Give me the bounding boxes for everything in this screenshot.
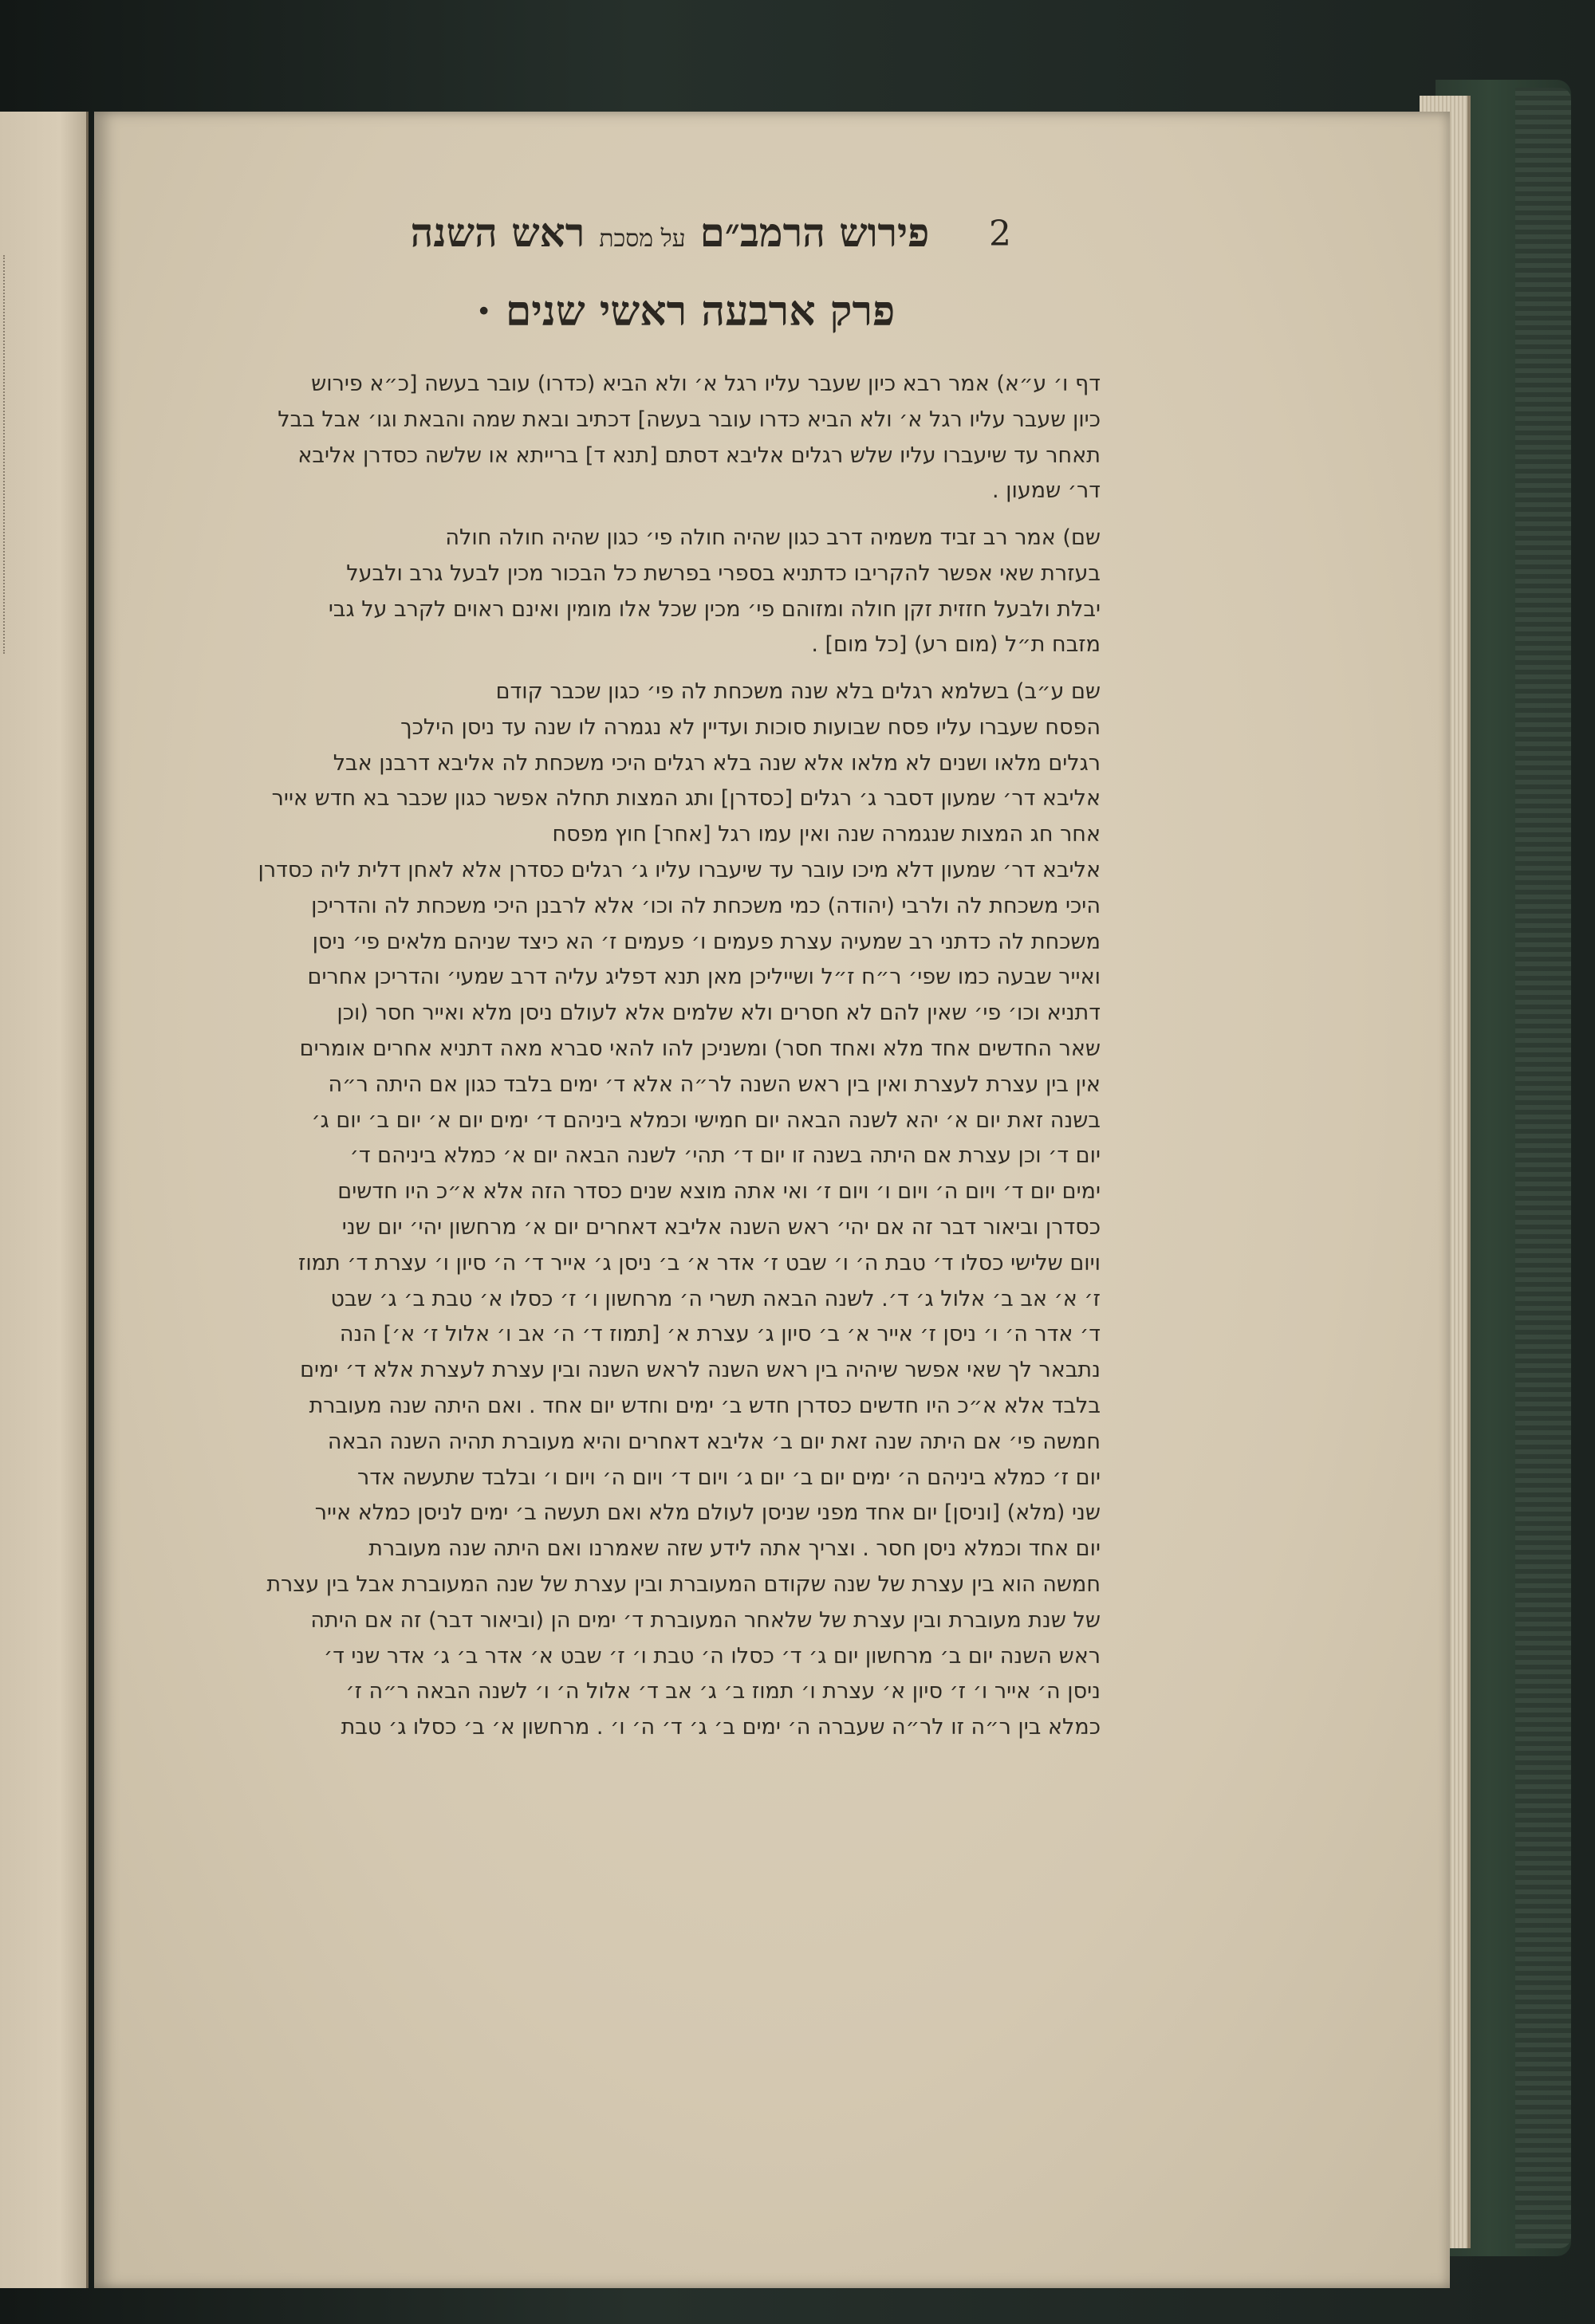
commentary-paragraph-2 (160, 521, 1101, 666)
text-line: בלבד אלא א״כ היו חדשים כסדרן חדש ב׳ ימים וחדש יום אחד . ואם היתה שנה מעוברת (309, 1393, 1101, 1418)
text-line: בעזרת שאי אפשר להקריבו כדתניא בספרי בפרשת כל הבכור מכין לבעל גרב ולבעל (346, 560, 1101, 586)
previous-page-marks (3, 255, 14, 654)
text-line: אליבא דר׳ שמעון דסבר ג׳ רגלים [כסדרן] ותג המצות תחלה אפשר כגון שכבר בא חדש אייר (271, 786, 1101, 812)
text-line: אחר חג המצות שנגמרה שנה ואין עמו רגל [אחר] חוץ מפסח (552, 822, 1101, 847)
text-line: ויום שלישי כסלו ד׳ טבת ה׳ ו׳ שבט ז׳ אדר א׳ ב׳ ניסן ג׳ אייר ד׳ ה׳ סיון ו׳ עצרת ד׳ תמוז (297, 1250, 1101, 1276)
text-line: תאחר עד שיעברו עליו שלש רגלים אליבא דסתם [תנא ד] ברייתא או שלשה כסדרן אליבא (297, 442, 1101, 468)
text-line: חמשה הוא בין עצרת של שנה שקודם המעוברת ובין עצרת של שנה המעוברת אבל בין עצרת (266, 1571, 1101, 1597)
running-head-commentary: פירוש הרמב״ם (699, 209, 930, 256)
text-line: ואייר שבעה כמו שפי׳ ר״ח ז״ל ושייליכן מאן תנא דפליג עליה דרב שמעי׳ והדריכן אחרים (307, 965, 1101, 990)
text-line: דף ו׳ ע״א) אמר רבא כיון שעבר עליו רגל א׳ ולא הביא (כדרו) עובר בעשה [כ״א פירוש (311, 372, 1101, 396)
running-head-tractate: ראש השנה (410, 209, 585, 256)
previous-page-edge (0, 112, 89, 2288)
running-head (319, 209, 1021, 273)
text-line: שם) אמר רב זביד משמיה דרב כגון שהיה חולה פי׳ כגון שהיה חולה חולה (445, 525, 1101, 550)
text-line: שאר החדשים אחד מלא ואחד חסר) ומשניכן להו להאי סברא מאה דתניא אחרים אומרים (299, 1036, 1101, 1061)
text-line: כיון שעבר עליו רגל א׳ ולא הביא כדרו עובר בעשה] דכתיב ובאת שמה והבאת וגו׳ אבל בבל (278, 407, 1101, 432)
text-line: אליבא דר׳ שמעון דלא מיכו עובר עד שיעברו עליו ג׳ רגלים כסדרן אלא לאחן דלית ליה כסדרן (258, 857, 1101, 883)
text-line: של שנת מעוברת ובין עצרת של שלאחר המעוברת ד׳ ימים הן (וביאור דבר) זה אם היתה (310, 1607, 1101, 1633)
text-line: ד׳ אדר ה׳ ו׳ ניסן ז׳ אייר א׳ ב׳ סיון ג׳ עצרת א׳ [תמוז ד׳ ה׳ אב ו׳ אלול ז׳ א׳] הנה (339, 1322, 1101, 1347)
text-line: חמשה פי׳ אם היתה שנה זאת יום ב׳ אליבא דאחרים והיא מעוברת תהיה השנה הבאה (327, 1429, 1101, 1454)
text-line: כמלא בין ר״ה זו לר״ה שעברה ה׳ ימים ב׳ ג׳ ד׳ ה׳ ו׳ . מרחשון א׳ ב׳ כסלו ג׳ טבת (341, 1715, 1101, 1740)
text-line: יום ז׳ כמלא ביניהם ה׳ ימים יום ב׳ יום ג׳ ויום ד׳ ויום ה׳ ויום ו׳ ובלבד שתעשה אדר (356, 1465, 1101, 1490)
text-line: בשנה זאת יום א׳ יהא לשנה הבאה יום חמישי וכמלא ביניהם ד׳ ימים יום א׳ יום ב׳ יום ג׳ (311, 1107, 1101, 1133)
text-line: נתבאר לך שאי אפשר שיהיה בין ראש השנה לראש השנה ובין עצרת לעצרת אלא ד׳ ימים (300, 1358, 1101, 1383)
text-line: משכחת לה כדתני רב שמעיה עצרת פעמים ו׳ פעמים ז׳ הא כיצד שניהם מלאים פי׳ ניסן (312, 929, 1101, 954)
commentary-paragraph-3 (160, 674, 1101, 1838)
text-line: יבלת ולבעל חזזית זקן חולה ומזוהם פי׳ מכין שכל אלו מומין ואינם ראוים לקרב על גבי (328, 596, 1101, 622)
text-line: ז׳ א׳ אב ב׳ אלול ג׳ ד׳. לשנה הבאה תשרי ה׳ מרחשון ו׳ ז׳ כסלו א׳ טבת ב׳ ג׳ שבט (330, 1286, 1101, 1311)
text-line: רגלים מלאו ושנים לא מלאו אלא שנה בלא רגלים היכי משכחת לה אליבא דרבנן אבל (333, 750, 1101, 776)
running-head-connector: על מסכת (599, 225, 686, 253)
book-cover-binding (1515, 88, 1571, 2248)
commentary-paragraph-1 (160, 367, 1101, 512)
text-line: שני (מלא) [וניסן] יום אחד מפני שניסן לעולם מלא ואם תעשה ב׳ ימים לניסן כמלא אייר (314, 1500, 1101, 1526)
text-line: דר׳ שמעון . (991, 478, 1101, 504)
text-line: יום אחד וכמלא ניסן חסר . וצריך אתה לידע שזה שאמרנו ואם היתה שנה מעוברת (368, 1536, 1101, 1562)
text-line: אין בין עצרת לעצרת ואין בין ראש השנה לר״ה אלא ד׳ ימים בלבד כגון אם היתה ר״ה (328, 1072, 1101, 1097)
text-line: כסדרן וביאור דבר זה אם יהי׳ ראש השנה אליבא דאחרים יום א׳ מרחשון יהי׳ יום שני (341, 1214, 1101, 1240)
text-line: ראש השנה יום ב׳ מרחשון יום ג׳ ד׳ כסלו ה׳ טבת ו׳ ז׳ שבט א׳ אדר ב׳ ג׳ אדר שני ד׳ (323, 1643, 1101, 1669)
text-line: היכי משכחת לה ולרבי (יהודה) כמי משכחת לה וכו׳ אלא לרבנן היכי משכחת לה והדריכן (311, 893, 1101, 918)
text-line: הפסח שעברו עליו פסח שבועות סוכות ועדיין לא נגמרה לו שנה עד ניסן הילכך (400, 714, 1101, 740)
chapter-title: פרק ארבעה ראשי שנים · (476, 287, 896, 336)
text-line: יום ד׳ וכן עצרת אם היתה בשנה זו יום ד׳ תהי׳ לשנה הבאה יום א׳ כמלא ביניהם ד׳ (349, 1143, 1101, 1169)
text-line: דתניא וכו׳ פי׳ שאין להם לא חסרים ולא שלמים אלא לעולם ניסן מלא ואייר חסר (וכן (337, 1001, 1101, 1026)
text-line: ניסן ה׳ אייר ו׳ ז׳ סיון א׳ עצרת ו׳ תמוז ב׳ ג׳ אב ד׳ אלול ה׳ ו׳ לשנה הבאה ר״ה ז׳ (345, 1679, 1101, 1705)
page-number: 2 (989, 214, 1011, 254)
text-line: שם ע״ב) בשלמא רגלים בלא שנה משכחת לה פי׳ כגון שכבר קודם (495, 679, 1101, 704)
text-line: ימים יום ד׳ ויום ה׳ ויום ו׳ ויום ז׳ ואי אתה מוצא שנים כסדר הזה אלא א״כ היו חדשים (337, 1179, 1101, 1205)
text-line: מזבח ת״ל (מום רע) [כל מום] . (811, 632, 1101, 658)
